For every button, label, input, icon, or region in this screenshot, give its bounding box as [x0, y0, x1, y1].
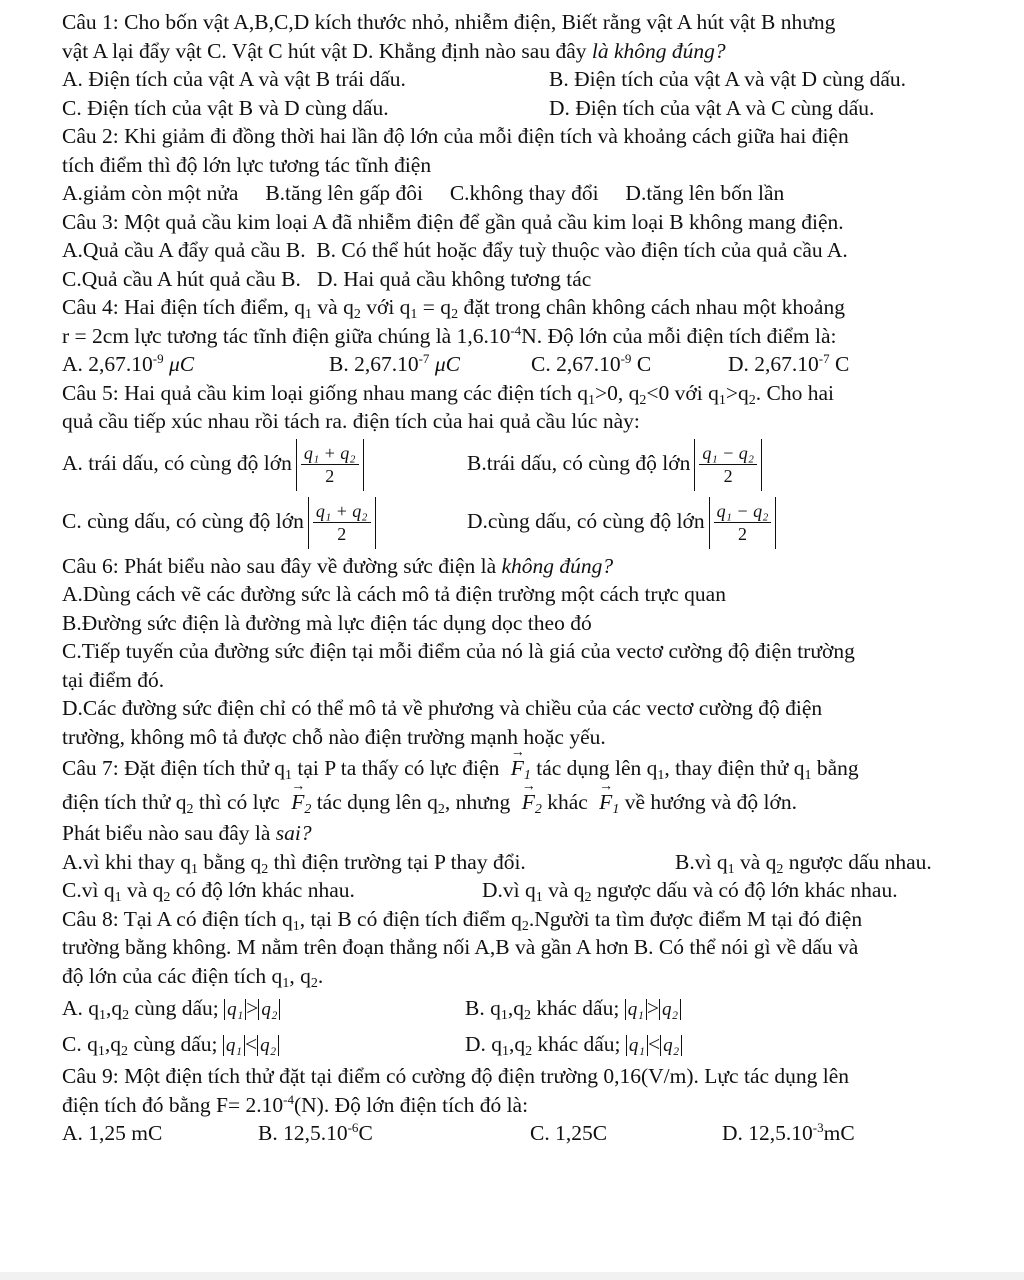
q5-options-row2 [62, 494, 1012, 552]
q3-stem: Câu 3: Một quả cầu kim loại A đã nhiễm điện để gần quả cầu kim loại B không mang điện. [62, 209, 844, 234]
question-5 [62, 379, 1012, 552]
q2-stem-line1: Câu 2: Khi giảm đi đồng thời hai lần độ lớn của mỗi điện tích và khoảng cách giữa hai điện [62, 124, 849, 148]
q4-options [62, 350, 1012, 379]
exam-page [62, 8, 1012, 1148]
q7-option-b: B.vì $q_1$ và $q_2$ ngược dấu nhau. [675, 849, 932, 877]
q8-stem-line2: trường bằng không. M nằm trên đoạn thẳng nối A,B và gần A hơn B. Có thể nói gì về dấu và [62, 935, 859, 959]
q7-stem-line3: Phát biểu nào sau đây là sai? [62, 821, 312, 845]
abs-fraction: $\frac{\text{q₁ + q₂}}{2}$ [308, 497, 376, 549]
question-2 [62, 122, 1012, 208]
q6-stem: Câu 6: Phát biểu nào sau đây về đường sức điện là không đúng? [62, 553, 614, 578]
q1-stem-line2: vật A lại đẩy vật C. Vật C hút vật D. Khẳng định nào sau đây là không đúng? [62, 38, 726, 63]
q9-option-b: B. $12,5.10^{-6}C$ [258, 1120, 373, 1145]
q5-options-row1 [62, 436, 1012, 494]
question-9 [62, 1062, 1012, 1148]
force-vector-f2: → $F_2$ [291, 785, 311, 819]
q8-option-d: D. $q_1,q_2$ khác dấu; q₁ < q₂ [465, 1026, 682, 1062]
question-8 [62, 905, 1012, 1063]
q7-emphasis: sai? [275, 821, 312, 845]
question-7 [62, 751, 1012, 905]
q2-options: A.giảm còn một nửa B.tăng lên gấp đôi C.không thay đổi D.tăng lên bốn lần [62, 181, 785, 205]
q4-stem-line2: r = 2cm lực tương tác tĩnh điện giữa chúng là $1,6.10^{-4}N$. Độ lớn của mỗi điện tích điểm là: [62, 322, 837, 348]
q1-option-c: C. Điện tích của vật B và D cùng dấu. [62, 95, 389, 120]
q5-option-b: B.trái dấu, có cùng độ lớn $\frac{\text{q₁ − q₂}}{2}$ [467, 439, 762, 491]
q9-option-c: C. 1,25C [530, 1121, 608, 1145]
question-1 [62, 8, 1012, 122]
q8-option-a: A. $q_1,q_2$ cùng dấu; q₁ > q₂ [62, 990, 465, 1026]
q1-options-row2 [62, 94, 1012, 123]
q8-stem-line1: Câu 8: Tại A có điện tích $q_1$, tại B có điện tích điểm $q_2.Người$ ta tìm được điểm M tại đó điện [62, 906, 863, 934]
abs-fraction: $\frac{\text{q₁ + q₂}}{2}$ [296, 439, 364, 491]
q7-stem-line2: điện tích thử $q_2$ thì có lực → $F_2$ tác dụng lên $q_2$, nhưng → $F_2$ khác → $F_1$ về hướng và độ lớn. [62, 785, 1012, 819]
force-vector-f2: → $F_2$ [522, 785, 542, 819]
page-bottom-edge [0, 1272, 1024, 1280]
q7-option-a: A.vì khi thay $q_1$ bằng $q_2$ thì điện trường tại P thay đổi. [62, 849, 526, 877]
force-vector-f1: → $F_1$ [599, 785, 619, 819]
q2-stem-line2: tích điểm thì độ lớn lực tương tác tĩnh điện [62, 152, 432, 177]
q6-option-a: A.Dùng cách vẽ các đường sức là cách mô tả điện trường một cách trực quan [62, 582, 726, 606]
q4-stem-line1: Câu 4: Hai điện tích điểm, $q_1$ và $q_2$ với $q_1 = q_2$ đặt trong chân không cách nhau một khoảng [62, 295, 845, 322]
q5-option-d: D.cùng dấu, có cùng độ lớn $\frac{\text{q₁ − q₂}}{2}$ [467, 497, 776, 549]
question-3 [62, 208, 1012, 294]
q1-option-b: B. Điện tích của vật A và vật D cùng dấu. [549, 67, 907, 91]
q6-option-c-line1: C.Tiếp tuyến của đường sức điện tại mỗi điểm của nó là giá của vectơ cường độ điện trường [62, 639, 855, 663]
q8-option-c: C. $q_1,q_2$ cùng dấu; q₁ < q₂ [62, 1026, 465, 1062]
q9-stem-line2: điện tích đó bằng $F= 2.10^{-4}(N)$. Độ lớn điện tích đó là: [62, 1091, 529, 1117]
q3-options-line2: C.Quả cầu A hút quả cầu B. D. Hai quả cầu không tương tác [62, 266, 592, 291]
q3-options-line1: A.Quả cầu A đẩy quả cầu B. B. Có thể hút hoặc đẩy tuỳ thuộc vào điện tích của quả cầu A. [62, 238, 848, 262]
q7-option-c: C.vì $q_1$ và $q_2$ có độ lớn khác nhau. [62, 878, 355, 905]
q9-option-d: D. $12,5.10^{-3}mC$ [722, 1120, 855, 1145]
q6-emphasis: không đúng? [501, 553, 614, 578]
q6-option-d-line2: trường, không mô tả được chỗ nào điện trường mạnh hoặc yếu. [62, 724, 606, 749]
q1-option-a: A. Điện tích của vật A và vật B trái dấu. [62, 67, 406, 91]
q5-stem-line1: Câu 5: Hai quả cầu kim loại giống nhau mang các điện tích $q_1>0$, $q_2<0$ với $q_1>q_2$. Cho hai [62, 380, 834, 408]
q4-option-c: C. $2,67.10^{-9}$ C [531, 351, 652, 376]
q4-option-a: A. $2,67.10^{-9}$ μC [62, 351, 195, 376]
question-4 [62, 293, 1012, 379]
q6-option-c-line2: tại điểm đó. [62, 667, 165, 692]
q8-options-row1 [62, 990, 1012, 1026]
q1-stem-line1: Câu 1: Cho bốn vật A,B,C,D kích thước nhỏ, nhiễm điện, Biết rằng vật A hút vật B nhưng [62, 10, 836, 34]
q6-option-b: B.Đường sức điện là đường mà lực điện tác dụng dọc theo đó [62, 610, 592, 635]
q9-stem-line1: Câu 9: Một điện tích thử đặt tại điểm có cường độ điện trường 0,16(V/m). Lực tác dụng lên [62, 1064, 850, 1088]
q8-option-b: B. $q_1,q_2$ khác dấu; q₁ > q₂ [465, 990, 681, 1026]
q4-option-d: D. $2,67.10^{-7}$ C [728, 351, 850, 376]
q9-options [62, 1119, 1012, 1148]
question-6 [62, 552, 1012, 752]
q4-option-b: B. $2,67.10^{-7}$ μC [329, 351, 460, 376]
abs-fraction: $\frac{\text{q₁ − q₂}}{2}$ [694, 439, 762, 491]
q9-option-a: A. 1,25 mC [62, 1121, 163, 1145]
q5-stem-line2: quả cầu tiếp xúc nhau rồi tách ra. điện tích của hai quả cầu lúc này: [62, 409, 640, 433]
q7-stem-line1: Câu 7: Đặt điện tích thử $q_1$ tại P ta thấy có lực điện → $F_1$ tác dụng lên $q_1$, thay điện thử $q_1$ bằng [62, 751, 1012, 785]
q7-options-row2 [62, 876, 1012, 905]
abs-fraction: $\frac{\text{q₁ − q₂}}{2}$ [709, 497, 777, 549]
q1-option-d: D. Điện tích của vật A và C cùng dấu. [549, 95, 875, 120]
force-vector-f1: → $F_1$ [511, 751, 531, 785]
q8-stem-line3: độ lớn của các điện tích $q_1$, $q_2$. [62, 963, 324, 991]
q7-option-d: D.vì $q_1$ và $q_2$ ngược dấu và có độ lớn khác nhau. [482, 878, 898, 905]
q5-option-a: A. trái dấu, có cùng độ lớn $\frac{\text{q₁ + q₂}}{2}$ [62, 439, 467, 491]
q7-options-row1 [62, 848, 1012, 877]
q5-option-c: C. cùng dấu, có cùng độ lớn $\frac{\text{q₁ + q₂}}{2}$ [62, 497, 467, 549]
q1-emphasis: là không đúng? [591, 38, 726, 63]
q6-option-d-line1: D.Các đường sức điện chỉ có thể mô tả về phương và chiều của các vectơ cường độ điện [62, 696, 823, 720]
q8-options-row2 [62, 1026, 1012, 1062]
q1-options-row1 [62, 65, 1012, 94]
